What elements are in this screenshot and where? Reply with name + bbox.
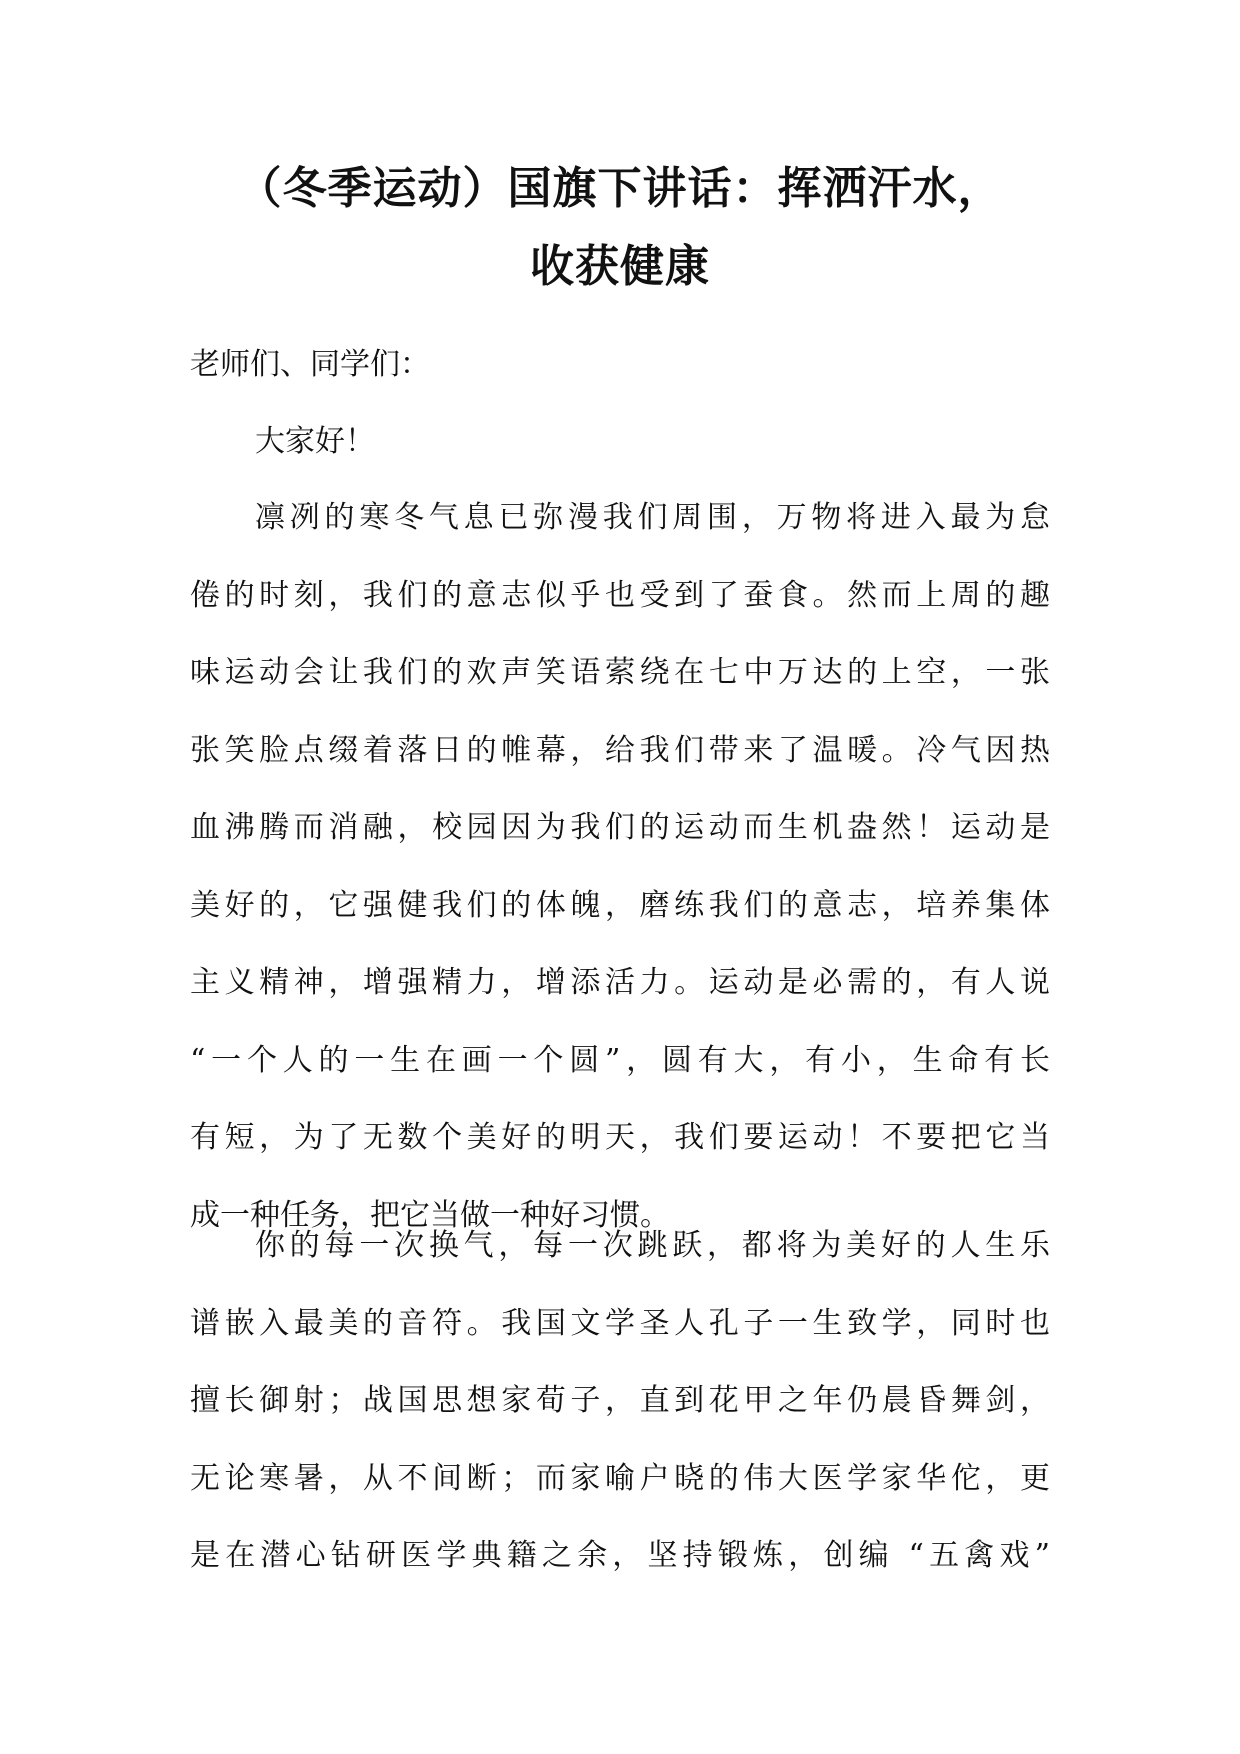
paragraph-line: 谱嵌入最美的音符。我国文学圣人孔子一生致学，同时也	[190, 1305, 1050, 1341]
paragraph-line: 血沸腾而消融，校园因为我们的运动而生机盎然！运动是	[190, 810, 1050, 845]
paragraph-line: 美好的，它强健我们的体魄，磨练我们的意志，培养集体	[190, 887, 1050, 923]
document-title	[160, 150, 1080, 306]
paragraph-2	[190, 1226, 1050, 1614]
salutation: 老师们、同学们：	[190, 347, 430, 382]
paragraph-line: 有短，为了无数个美好的明天，我们要运动！不要把它当	[190, 1120, 1050, 1155]
title-line-2: 收获健康	[530, 241, 710, 292]
paragraph-line: 你的每一次换气，每一次跳跃，都将为美好的人生乐	[255, 1228, 1050, 1263]
paragraph-line: 主义精神，增强精力，增添活力。运动是必需的，有人说	[190, 965, 1050, 1000]
paragraph-line: 成一种任务，把它当做一种好习惯。	[190, 1197, 670, 1233]
paragraph-1	[190, 498, 1050, 1273]
paragraph-line: 张笑脸点缀着落日的帷幕，给我们带来了温暖。冷气因热	[190, 732, 1050, 768]
greeting: 大家好！	[255, 424, 375, 459]
paragraph-line: 擅长御射；战国思想家荀子，直到花甲之年仍晨昏舞剑，	[190, 1383, 1050, 1418]
paragraph-line: 倦的时刻，我们的意志似乎也受到了蚕食。然而上周的趣	[190, 577, 1050, 613]
title-line-1: （冬季运动）国旗下讲话：挥洒汗水，	[237, 163, 1003, 214]
paragraph-line: 凛冽的寒冬气息已弥漫我们周围，万物将进入最为怠	[255, 500, 1050, 535]
paragraph-line: 味运动会让我们的欢声笑语萦绕在七中万达的上空，一张	[190, 655, 1050, 690]
paragraph-line: 是在潜心钻研医学典籍之余，坚持锻炼，创编 “五禽戏”	[190, 1538, 1050, 1573]
paragraph-line: 无论寒暑，从不间断；而家喻户晓的伟大医学家华佗，更	[190, 1460, 1050, 1496]
paragraph-line: “一个人的一生在画一个圆”，圆有大，有小，生命有长	[190, 1042, 1050, 1078]
